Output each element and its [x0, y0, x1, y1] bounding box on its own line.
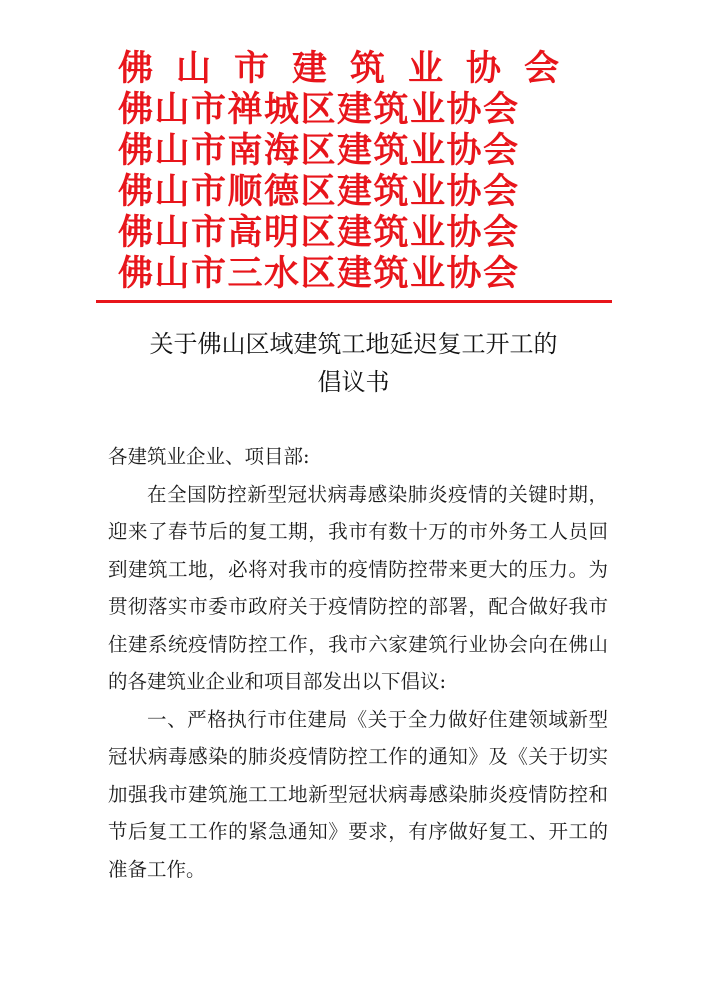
org-name-1: 佛山市建筑业协会 [118, 49, 583, 89]
document-body [108, 438, 608, 888]
title-line-2: 倡议书 [317, 368, 390, 396]
document-title [0, 325, 707, 401]
org-name-5: 佛山市高明区建筑业协会 [118, 213, 520, 253]
body-paragraph-2: 一、严格执行市住建局《关于全力做好住建领域新型冠状病毒感染的肺炎疫情防控工作的通知》及《关于切实加强我市建筑施工工地新型冠状病毒感染肺炎疫情防控和节后复工工作的紧急通知》要求，有序做好复工、开工的准备工作。 [108, 707, 608, 881]
org-name-4: 佛山市顺德区建筑业协会 [118, 172, 520, 212]
title-line-1: 关于佛山区域建筑工地延迟复工开工的 [149, 330, 558, 358]
letterhead [118, 49, 588, 295]
org-name-3: 佛山市南海区建筑业协会 [118, 131, 520, 171]
org-name-2: 佛山市禅城区建筑业协会 [118, 90, 520, 130]
salutation: 各建筑业企业、项目部: [108, 445, 310, 468]
letterhead-divider [96, 300, 612, 303]
body-paragraph-1: 在全国防控新型冠状病毒感染肺炎疫情的关键时期，迎来了春节后的复工期，我市有数十万的市外务工人员回到建筑工地，必将对我市的疫情防控带来更大的压力。为贯彻落实市委市政府关于疫情防控的部署，配合做好我市住建系统疫情防控工作，我市六家建筑行业协会向在佛山的各建筑业企业和项目部发出以下倡议: [108, 482, 608, 693]
org-name-6: 佛山市三水区建筑业协会 [118, 254, 520, 294]
